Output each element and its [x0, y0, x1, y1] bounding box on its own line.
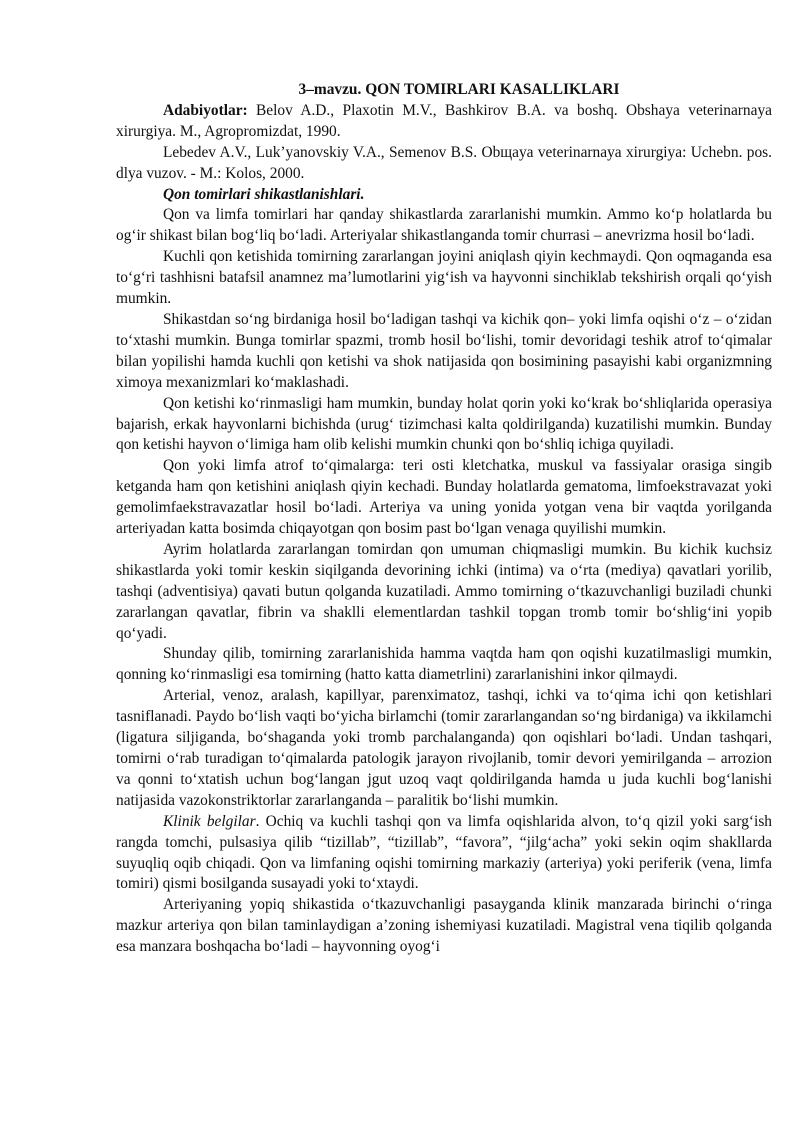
paragraph-9 [116, 812, 772, 896]
paragraph-8: Arterial, venoz, aralash, kapillyar, parenximatoz, tashqi, ichki va to‘qima ichi qon ketishlari tasniflanadi. Paydo bo‘lish vaqti bo‘yicha birlamchi (tomir zararlangandan so‘ng birdaniga) va ikkilamchi (ligatura siljiganda, bo‘shaganda yoki tromb parchalanganda) qon oqishlari bo‘ladi. Undan tashqari, tomirni o‘rab turadigan to‘qimalarda patologik jarayon rivojlanib, tomir devori yemirilganda – arrozion va qonni to‘xtatish uchun bog‘langan jgut uzoq vaqt qoldirilganda hamda u juda kuchli bog‘lanishi natijasida vazokonstriktorlar zararlanganda – paralitik bo‘lishi mumkin. [116, 687, 772, 809]
section-heading: Qon tomirlari shikastlanishlari. [163, 185, 365, 203]
reference-1-text: Belov A.D., Plaxotin M.V., Bashkirov B.A. va boshq. Obshaya veterinarnaya xirurgiya. M., Agropromizdat, 1990. [116, 101, 772, 140]
paragraph-1: Qon va limfa tomirlari har qanday shikastlarda zararlanishi mumkin. Ammo ko‘p holatlarda bu og‘ir shikast bilan bog‘liq bo‘ladi. Arteriyalar shikastlanganda tomir churrasi – anevrizma hosil bo‘ladi. [116, 206, 772, 245]
reference-1 [116, 101, 772, 143]
paragraph-4: Qon ketishi ko‘rinmasligi ham mumkin, bunday holat qorin yoki ko‘krak bo‘shliqlarida operasiya bajarish, erkak hayvonlarni bichishda (urug‘ tizimchasi kalta qoldirilganda) kuzatilishi mumkin. Bunday qon ketishi hayvon o‘limiga ham olib kelishi mumkin chunki qon bo‘shliq ichiga quyiladi. [116, 394, 772, 454]
paragraph-3: Shikastdan so‘ng birdaniga hosil bo‘ladigan tashqi va kichik qon– yoki limfa oqishi o‘z – o‘zidan to‘xtashi mumkin. Bunga tomirlar spazmi, tromb hosil bo‘lishi, tomir devoridagi teshik atrof to‘qimalar bilan yopilishi hamda kuchli qon ketishi va shok natijasida qon bosimining pasayishi kabi organizmning ximoya mexanizmlari ko‘maklashadi. [116, 310, 772, 391]
references-label: Adabiyotlar: [163, 101, 248, 119]
paragraph-9-text: . Ochiq va kuchli tashqi qon va limfa oqishlarida alvon, to‘q qizil yoki sarg‘ish rangda tomchi, pulsasiya qilib “tizillab”, “tizillab”, “favora”, “jilg‘acha” yoki sekin oqim shakllarda suyuqliq oqib chiqadi. Qon va limfaning oqishi tomirning markaziy (arteriya) yoki periferik (vena, limfa tomiri) qismi bosilganda susayadi yoki to‘xtaydi. [116, 812, 773, 893]
paragraph-2: Kuchli qon ketishida tomirning zararlangan joyini aniqlash qiyin kechmaydi. Qon oqmaganda esa to‘g‘ri tashhisni batafsil anamnez ma’lumotlarini yig‘ish va hayvonni sinchiklab tekshirish orqali qo‘yish mumkin. [116, 248, 772, 308]
document-title: 3–mavzu. QON TOMIRLARI KASALLIKLARI [298, 81, 620, 98]
document-page [116, 80, 772, 958]
paragraph-6: Ayrim holatlarda zararlangan tomirdan qon umuman chiqmasligi mumkin. Bu kichik kuchsiz shikastlarda yoki tomir keskin siqilganda devorining ichki (intima) va o‘rta (mediya) qavatlari yorilib, tashqi (adventisiya) qavati butun qolganda kuzatiladi. Ammo tomirning o‘tkazuvchanligi buziladi chunki zararlangan qavatlar, fibrin va shaklli elementlardan tashkil topgan tromb tomir bo‘shlig‘ini yopib qo‘yadi. [116, 540, 772, 642]
clinical-signs-label: Klinik belgilar [163, 812, 256, 830]
paragraph-7: Shunday qilib, tomirning zararlanishida hamma vaqtda ham qon oqishi kuzatilmasligi mumkin, qonning ko‘rinmasligi esa tomirning (hatto katta diametrlini) zararlanishini inkor qilmaydi. [116, 645, 772, 684]
paragraph-5: Qon yoki limfa atrof to‘qimalarga: teri osti kletchatka, muskul va fassiyalar orasiga singib ketganda ham qon ketishini aniqlash qiyin kechadi. Bunday holatlarda gematoma, limfoekstravazat yoki gemolimfaekstravazatlar hosil bo‘ladi. Arteriya va uning yonida yotgan vena bir vaqtda yorilganda arteriyadan katta bosimda chiqayotgan qon bosim past bo‘lgan venaga quyilishi mumkin. [116, 457, 772, 538]
paragraph-10: Arteriyaning yopiq shikastida o‘tkazuvchanligi pasayganda klinik manzarada birinchi o‘ringa mazkur arteriya qon bilan taminlaydigan a’zoning ishemiyasi kuzatiladi. Magistral vena tiqilib qolganda esa manzara boshqacha bo‘ladi – hayvonning oyog‘i [116, 896, 772, 956]
reference-2: Lebedev A.V., Luk’yanovskiy V.A., Semenov B.S. Obщaya veterinarnaya xirurgiya: Uchebn. pos. dlya vuzov. - M.: Kolos, 2000. [116, 143, 772, 182]
